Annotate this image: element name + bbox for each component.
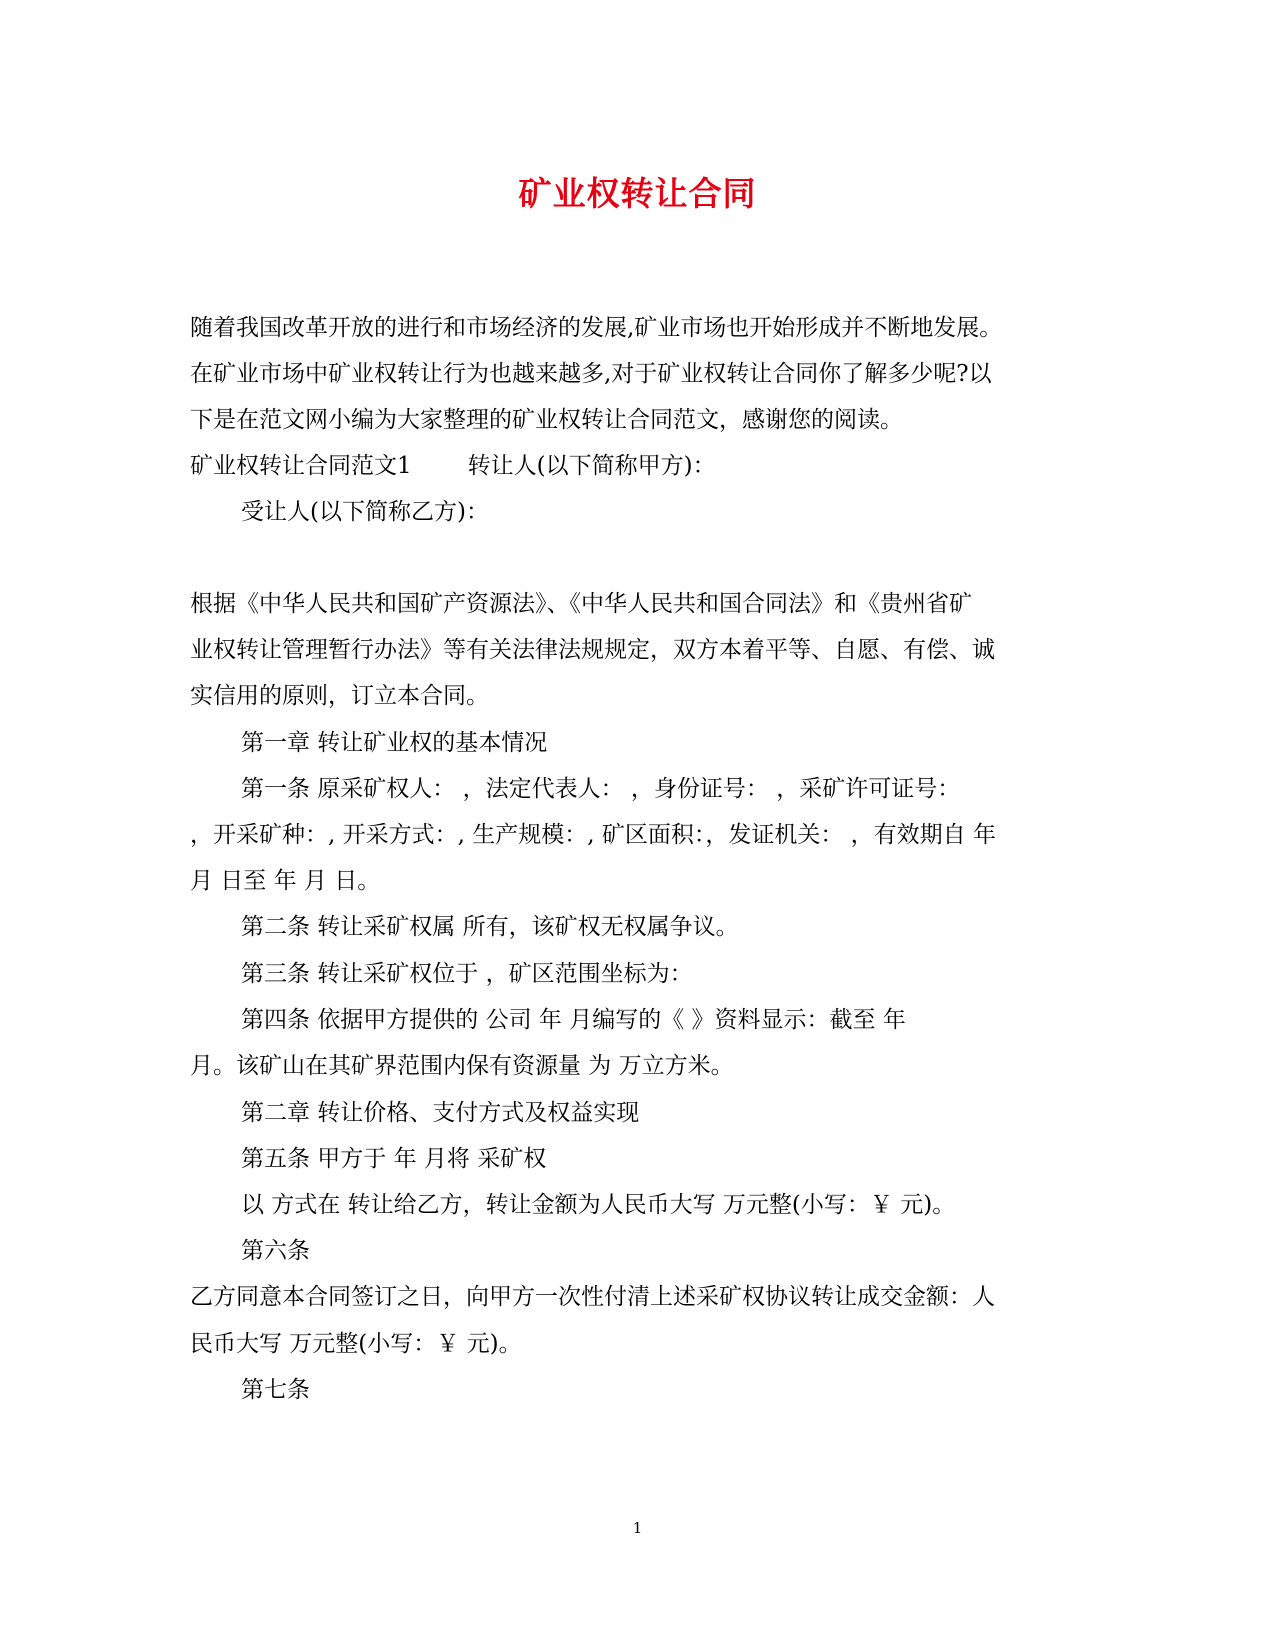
article-6-label: 第六条 [241,1238,310,1264]
chapter-1-heading: 第一章 转让矿业权的基本情况 [241,730,548,756]
article-4-line-2: 月。该矿山在其矿界范围内保有资源量 为 万立方米。 [190,1053,734,1079]
article-4-line-1: 第四条 依据甲方提供的 公司 年 月编写的《 》资料显示：截至 年 [241,1007,906,1033]
article-6-line-1: 乙方同意本合同签订之日，向甲方一次性付清上述采矿权协议转让成交金额：人 [190,1284,995,1310]
document-title: 矿业权转让合同 [518,174,757,213]
basis-line-1: 根据《中华人民共和国矿产资源法》、《中华人民共和国合同法》和《贵州省矿 [190,591,972,617]
basis-line-3: 实信用的原则，订立本合同。 [190,683,489,709]
article-1-line-1: 第一条 原采矿权人： ，法定代表人： ，身份证号： ，采矿许可证号： [241,776,961,802]
intro-line-3: 下是在范文网小编为大家整理的矿业权转让合同范文，感谢您的阅读。 [190,407,903,433]
article-5-line-1: 第五条 甲方于 年 月将 采矿权 [241,1146,547,1172]
page-number: 1 [632,1519,643,1537]
article-1-line-3: 月 日至 年 月 日。 [190,868,381,894]
sample-heading: 矿业权转让合同范文1 [190,453,412,479]
chapter-2-heading: 第二章 转让价格、支付方式及权益实现 [241,1100,640,1126]
article-7-label: 第七条 [241,1377,310,1403]
basis-line-2: 业权转让管理暂行办法》等有关法律法规规定，双方本着平等、自愿、有偿、诚 [190,637,995,663]
article-1-line-2: ，开采矿种：, 开采方式：, 生产规模：, 矿区面积：，发证机关： ，有效期自 年 [190,822,996,848]
article-3: 第三条 转让采矿权位于 ，矿区范围坐标为： [241,961,693,987]
intro-line-1: 随着我国改革开放的进行和市场经济的发展,矿业市场也开始形成并不断地发展。 [190,315,1003,341]
party-a-label: 转让人(以下简称甲方)： [467,453,716,479]
article-5-line-2: 以 方式在 转让给乙方，转让金额为人民币大写 万元整(小写：￥ 元)。 [241,1192,956,1218]
intro-line-2: 在矿业市场中矿业权转让行为也越来越多,对于矿业权转让合同你了解多少呢?以 [190,361,992,387]
party-b-label: 受让人(以下简称乙方)： [241,499,489,525]
sample-heading-line [190,451,716,481]
article-6-line-2: 民币大写 万元整(小写：￥ 元)。 [190,1331,522,1357]
article-2: 第二条 转让采矿权属 所有，该矿权无权属争议。 [241,914,739,940]
